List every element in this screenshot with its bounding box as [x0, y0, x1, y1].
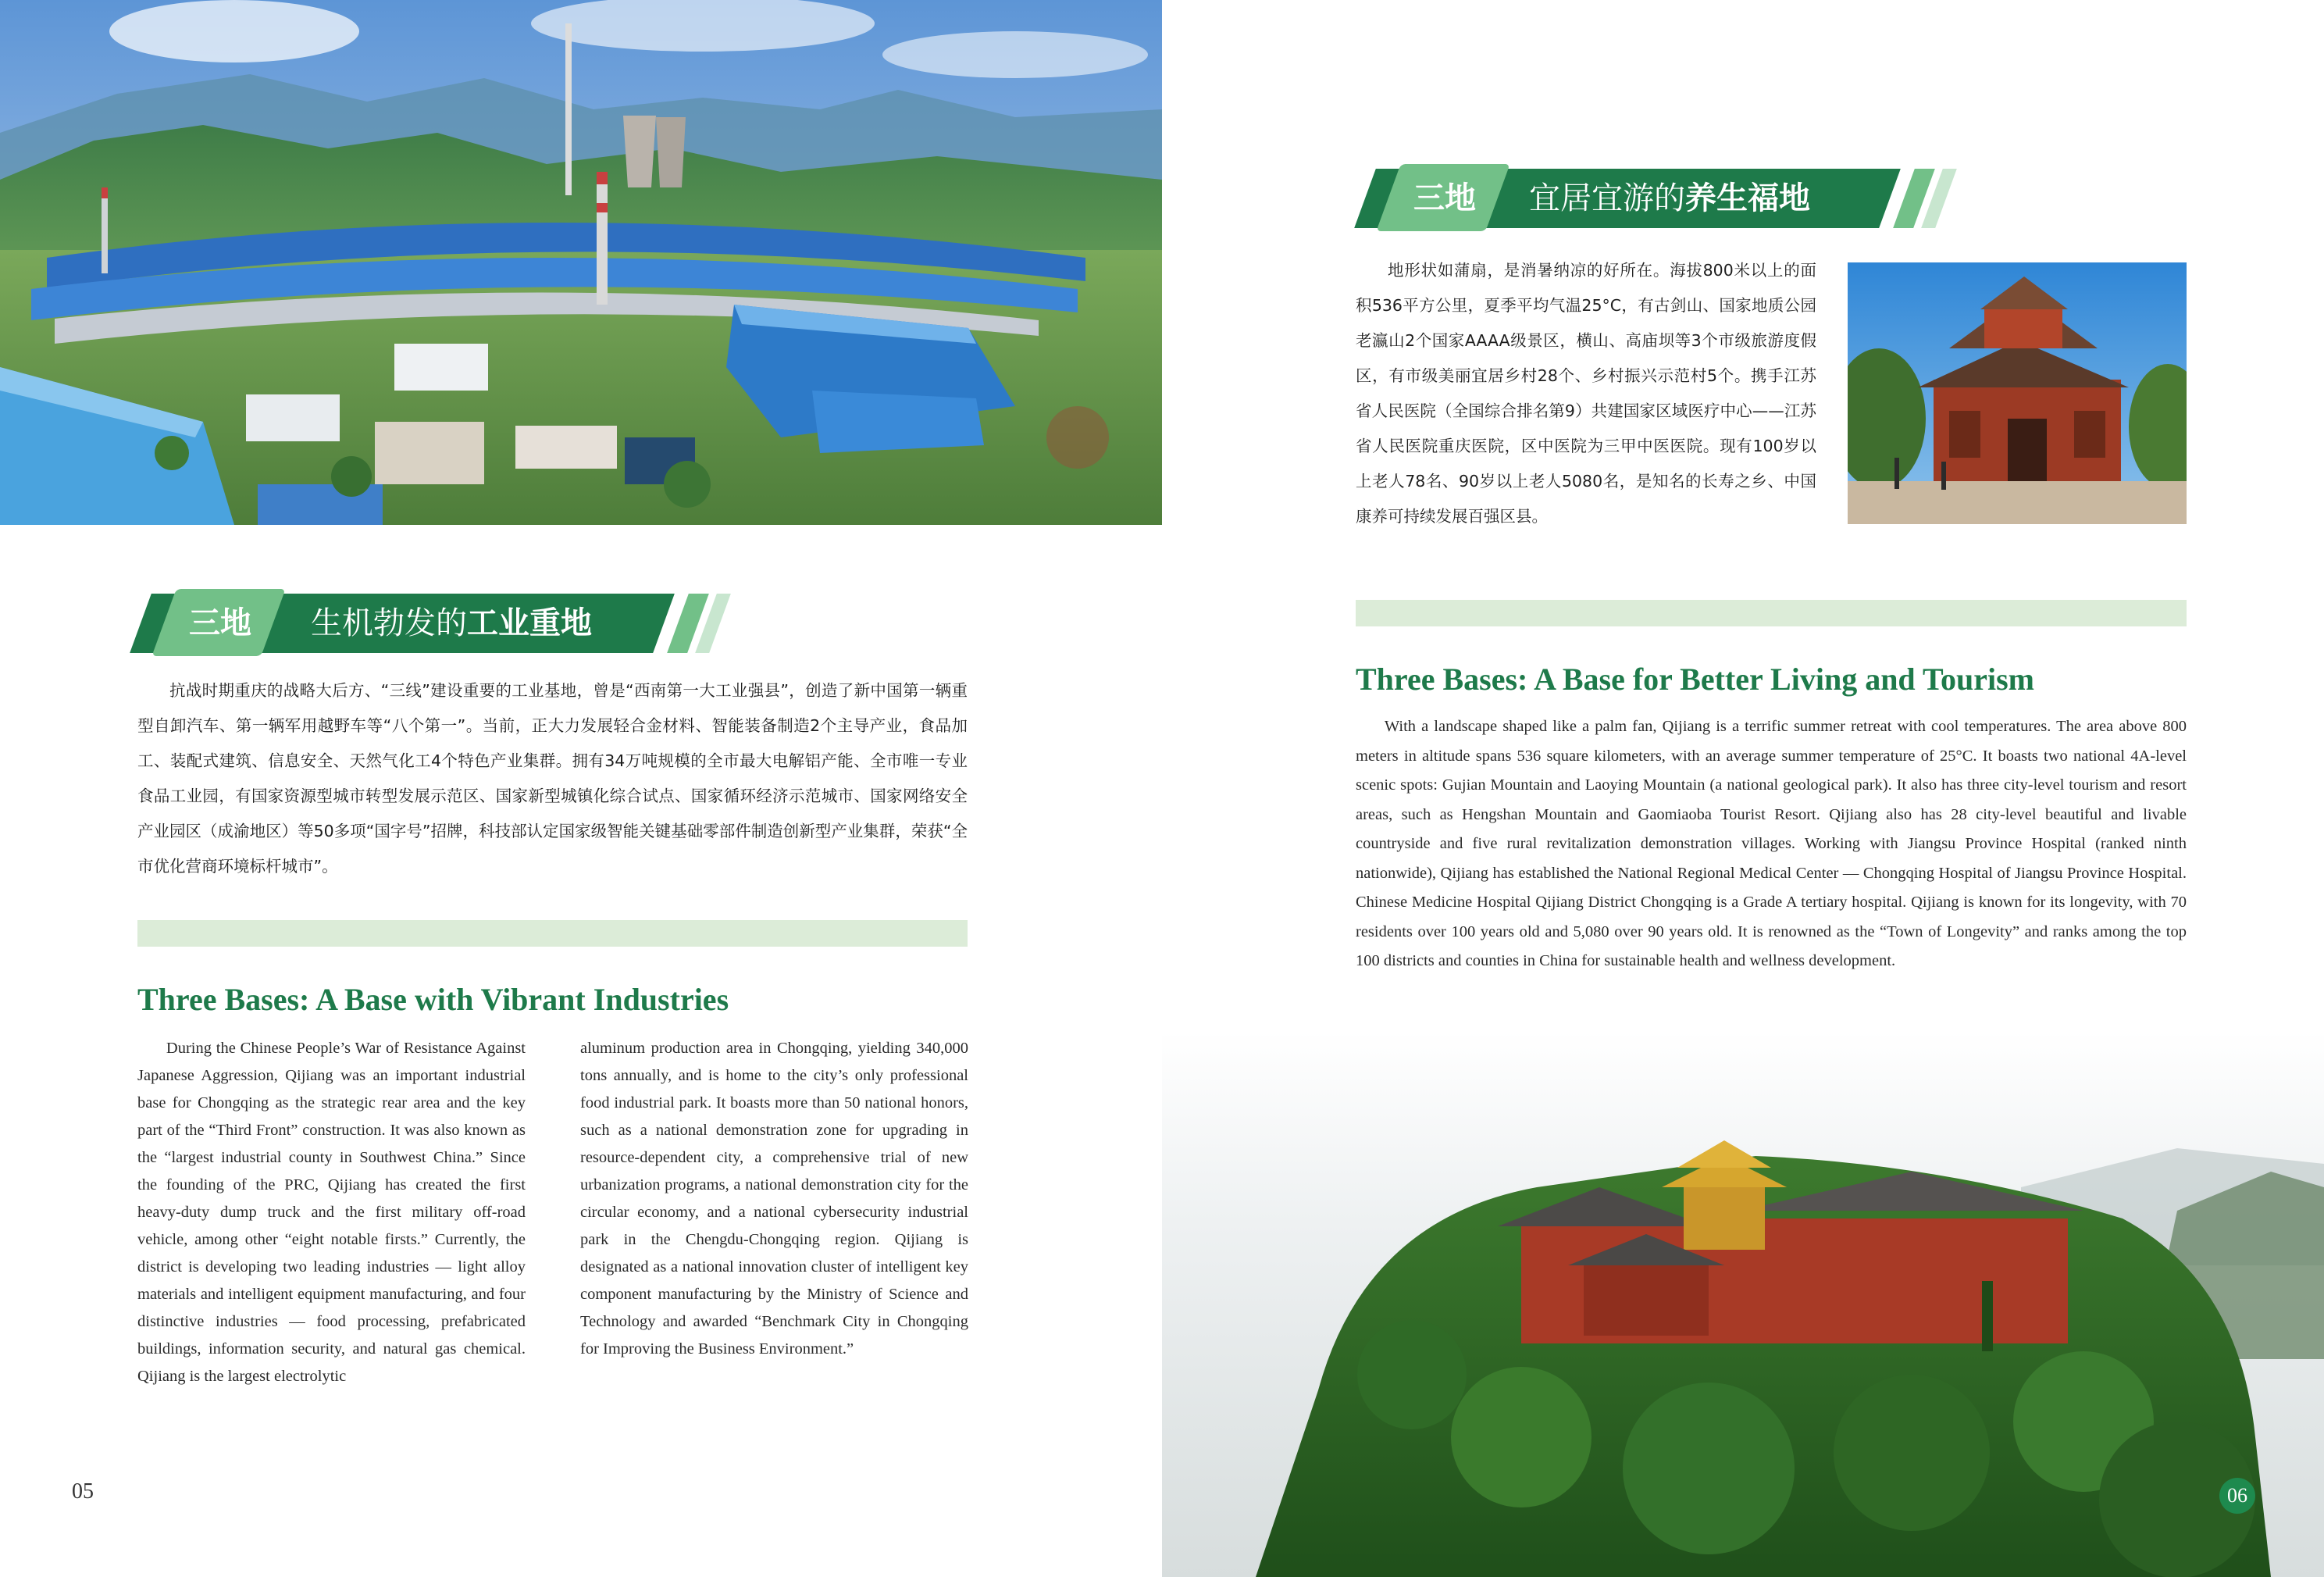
- section-divider: [1356, 600, 2187, 626]
- industrial-section-banner: [141, 594, 734, 653]
- mountain-temple-photo: [1162, 1031, 2324, 1577]
- page-number-left: 05: [72, 1479, 94, 1504]
- living-english-heading: Three Bases: A Base for Better Living and Tourism: [1356, 662, 2034, 697]
- temple-photo: [1848, 262, 2187, 524]
- section-divider: [137, 920, 968, 947]
- living-section-banner: [1365, 169, 1974, 228]
- banner-title: 生机勃发的工业重地: [311, 605, 592, 641]
- industrial-park-photo: [0, 0, 1162, 525]
- page-number-right: 06: [2219, 1478, 2255, 1514]
- industrial-english-column-2: aluminum production area in Chongqing, yielding 340,000 tons annually, and is home to the city’s only professional food industrial park. It boasts more than 50 national honors, such as a national demonstration zone for upgrading in resource-dependent city, a comprehensive trial of new urbanization programs, a national demonstration city for the circular economy, and a national cybersecurity industrial park in the Chengdu-Chongqing region. Qijiang is designated as a national innovation cluster of intelligent key component manufacturing by the Ministry of Science and Technology and awarded “Benchmark City in Chongqing for Improving the Business Environment.”: [580, 1040, 968, 1358]
- living-chinese-text: 地形状如蒲扇，是消暑纳凉的好所在。海拔800米以上的面积536平方公里，夏季平均气温25°C，有古剑山、国家地质公园老瀛山2个国家AAAA级景区，横山、高庙坝等3个市级旅游度假区，有市级美丽宜居乡村28个、乡村振兴示范村5个。携手江苏省人民医院（全国综合排名第9）共建国家区域医疗中心——江苏省人民医院重庆医院，区中医院为三甲中医医院。现有100岁以上老人78名、90岁以上老人5080名，是知名的长寿之乡、中国康养可持续发展百强区县。: [1356, 261, 1816, 526]
- banner-title: 宜居宜游的养生福地: [1529, 180, 1810, 216]
- industrial-chinese-text: 抗战时期重庆的战略大后方、“三线”建设重要的工业基地，曾是“西南第一大工业强县”，创造了新中国第一辆重型自卸汽车、第一辆军用越野车等“八个第一”。当前，正大力发展轻合金材料、智能装备制造2个主导产业，食品加工、装配式建筑、信息安全、天然气化工4个特色产业集群。拥有34万吨规模的全市最大电解铝产能、全市唯一专业食品工业园，有国家资源型城市转型发展示范区、国家新型城镇化综合试点、国家循环经济示范城市、国家网络安全产业园区（成渝地区）等50多项“国字号”招牌，科技部认定国家级智能关键基础零部件制造创新型产业集群，荣获“全市优化营商环境标杆城市”。: [137, 681, 968, 876]
- industrial-english-heading: Three Bases: A Base with Vibrant Industries: [137, 982, 729, 1017]
- banner-tag: 三地: [189, 605, 251, 641]
- living-english-text: With a landscape shaped like a palm fan, Qijiang is a terrific summer retreat with cool temperatures. The area above 800 meters in altitude spans 536 square kilometers, with an average summer temperature of 25°C. It boasts two national 4A-level scenic spots: Gujian Mountain and Laoying Mountain (a national geological park). It also has three city-level tourism and resort areas, such as Hengshan Mountain and Gaomiaoba Tourist Resort. Qijiang also has 28 city-level beautiful and livable countryside and five rural revitalization demonstration villages. Working with Jiangsu Province Hospital (ranked ninth nationwide), Qijiang has established the National Regional Medical Center — Chongqing Hospital of Jiangsu Province Hospital. Chinese Medicine Hospital Qijiang District Chongqing is a Grade A tertiary hospital. Qijiang is known for its longevity, with 70 residents over 100 years old and 5,080 over 90 years old. It is renowned as the “Town of Longevity” and ranks among the top 100 districts and counties in China for sustainable health and wellness development.: [1356, 718, 2187, 969]
- industrial-english-column-1: During the Chinese People’s War of Resistance Against Japanese Aggression, Qijiang was an important industrial base for Chongqing as the strategic rear area and the key part of the “Third Front” construction. It was also known as the “largest industrial county in Southwest China.” Since the founding of the PRC, Qijiang has created the first heavy-duty dump truck and the first military off-road vehicle, among other “eight notable firsts.” Currently, the district is developing two leading industries — light alloy materials and intelligent equipment manufacturing, and four distinctive industries — food processing, prefabricated buildings, information security, and natural gas chemical. Qijiang is the largest electrolytic: [137, 1040, 526, 1385]
- banner-tag: 三地: [1413, 180, 1476, 216]
